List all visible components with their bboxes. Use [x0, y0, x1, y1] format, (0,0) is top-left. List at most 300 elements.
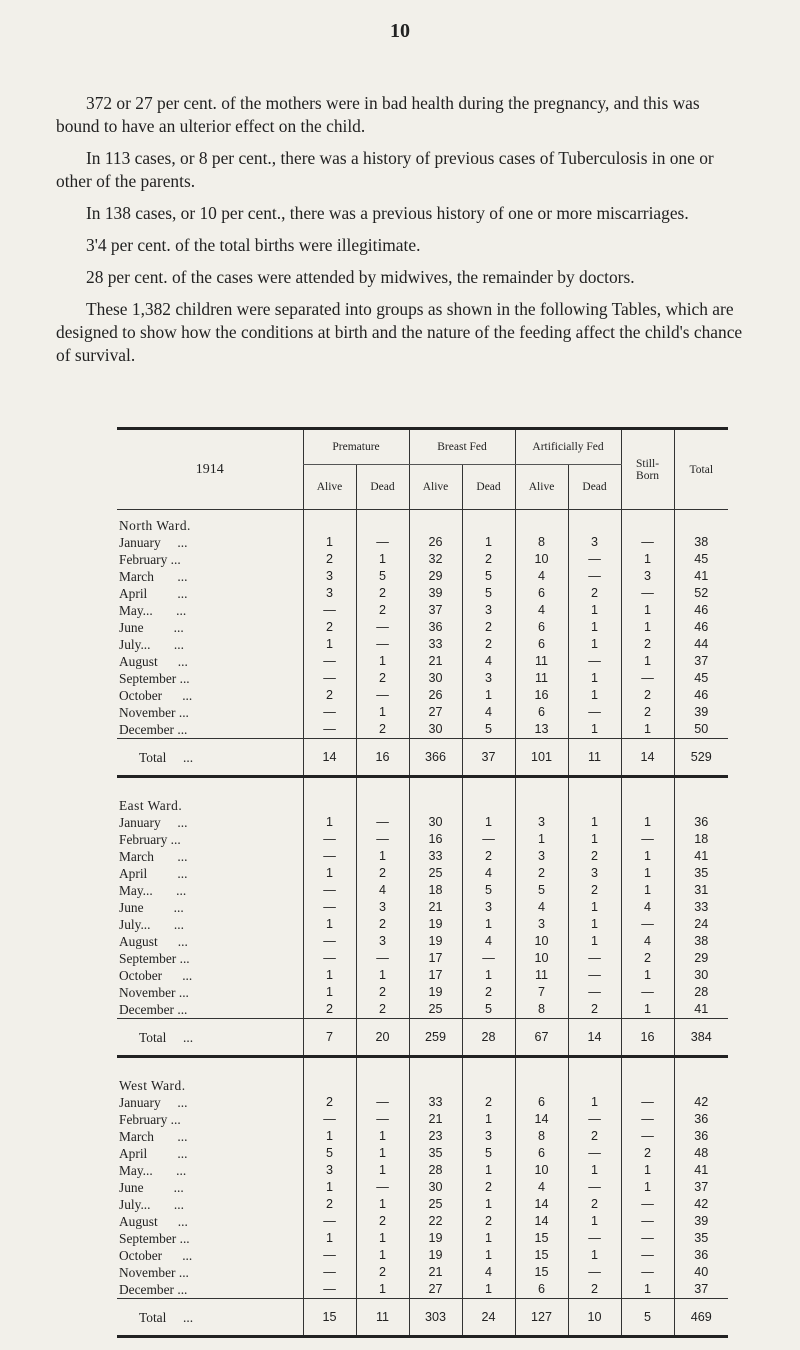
table-cell: 2	[356, 1213, 409, 1230]
table-cell: —	[568, 568, 621, 585]
table-cell: 6	[515, 585, 568, 602]
total-label: Total ...	[117, 739, 303, 777]
table-cell: 2	[356, 721, 409, 739]
premature-header: Premature	[303, 429, 409, 465]
table-cell: 8	[515, 534, 568, 551]
table-cell: 2	[621, 636, 674, 653]
table-cell: 2	[356, 670, 409, 687]
table-cell: 36	[674, 1111, 728, 1128]
table-cell: 40	[674, 1264, 728, 1281]
month-label: December ...	[119, 1002, 188, 1017]
ward-name: North Ward.	[119, 518, 191, 533]
table-cell: 35	[674, 1230, 728, 1247]
table-cell: 17	[409, 967, 462, 984]
empty-cell	[568, 777, 621, 815]
table-cell: 30	[409, 721, 462, 739]
table-cell: 1	[568, 933, 621, 950]
table-cell: 3	[462, 670, 515, 687]
table-cell: —	[303, 1264, 356, 1281]
table-cell: 1	[568, 602, 621, 619]
table-row	[117, 882, 728, 899]
table-cell: 10	[515, 551, 568, 568]
table-cell: 3	[462, 899, 515, 916]
table-cell: 39	[674, 1213, 728, 1230]
table-cell: 1	[568, 1247, 621, 1264]
year-header: 1914	[117, 429, 303, 510]
table-cell: 5	[462, 721, 515, 739]
table-cell: 2	[462, 984, 515, 1001]
table-cell: 2	[462, 848, 515, 865]
table-cell: 6	[515, 1281, 568, 1299]
table-cell: 4	[356, 882, 409, 899]
total-cell: 14	[568, 1019, 621, 1057]
paragraph: In 138 cases, or 10 per cent., there was a previous history of one or more miscarriages.	[86, 203, 689, 223]
table-cell: 3	[568, 865, 621, 882]
table-cell: 6	[515, 704, 568, 721]
table-cell: 3	[303, 1162, 356, 1179]
table-row	[117, 865, 728, 882]
table-cell: 2	[621, 1145, 674, 1162]
table-cell: 1	[621, 967, 674, 984]
table-cell: 5	[462, 585, 515, 602]
month-label: May... ...	[119, 1163, 187, 1178]
table-cell: 2	[462, 1094, 515, 1111]
table-cell: —	[568, 950, 621, 967]
table-cell: 5	[462, 882, 515, 899]
total-row	[117, 739, 728, 777]
table-cell: 1	[356, 1230, 409, 1247]
table-cell: 4	[462, 1264, 515, 1281]
month-label: July... ...	[119, 637, 184, 652]
table-cell: —	[621, 1230, 674, 1247]
table-cell: 8	[515, 1001, 568, 1019]
table-cell: 13	[515, 721, 568, 739]
empty-cell	[674, 510, 728, 535]
table-cell: 10	[515, 1162, 568, 1179]
table-row	[117, 1094, 728, 1111]
table-cell: 1	[621, 1001, 674, 1019]
empty-cell	[674, 777, 728, 815]
total-cell: 7	[303, 1019, 356, 1057]
table-cell: 6	[515, 1094, 568, 1111]
empty-cell	[515, 510, 568, 535]
table-cell: 35	[674, 865, 728, 882]
table-row	[117, 1196, 728, 1213]
table-cell: 6	[515, 619, 568, 636]
table-cell: 52	[674, 585, 728, 602]
table-cell: 37	[409, 602, 462, 619]
table-cell: —	[356, 619, 409, 636]
table-cell: —	[462, 831, 515, 848]
table-cell: 1	[462, 967, 515, 984]
month-label: October ...	[119, 968, 193, 983]
table-cell: —	[356, 534, 409, 551]
table-cell: 5	[462, 1001, 515, 1019]
table-cell: 1	[621, 1281, 674, 1299]
table-cell: 1	[515, 831, 568, 848]
table-cell: 21	[409, 1111, 462, 1128]
table-cell: 1	[303, 636, 356, 653]
table-cell: 2	[621, 950, 674, 967]
empty-cell	[356, 777, 409, 815]
table-cell: 1	[303, 814, 356, 831]
table-cell: 14	[515, 1196, 568, 1213]
table-cell: 41	[674, 848, 728, 865]
month-label: February ...	[119, 1112, 181, 1127]
table-row	[117, 1162, 728, 1179]
table-cell: 1	[303, 916, 356, 933]
month-label: February ...	[119, 832, 181, 847]
table-cell: —	[568, 984, 621, 1001]
month-label: March ...	[119, 849, 188, 864]
month-label: April ...	[119, 1146, 188, 1161]
empty-cell	[409, 1057, 462, 1095]
month-label: September ...	[119, 951, 190, 966]
table-cell: 1	[568, 814, 621, 831]
table-cell: 28	[409, 1162, 462, 1179]
table-cell: 18	[409, 882, 462, 899]
table-cell: 1	[568, 721, 621, 739]
table-cell: 39	[674, 704, 728, 721]
table-cell: 26	[409, 534, 462, 551]
table-cell: 28	[674, 984, 728, 1001]
table-cell: —	[356, 1111, 409, 1128]
table-cell: 1	[621, 814, 674, 831]
table-cell: 2	[303, 1001, 356, 1019]
month-label: July... ...	[119, 917, 184, 932]
table-cell: 2	[568, 1001, 621, 1019]
table-cell: 36	[674, 1247, 728, 1264]
table-cell: 1	[568, 1162, 621, 1179]
table-cell: 1	[303, 1179, 356, 1196]
breast-fed-dead-header: Dead	[462, 465, 515, 510]
table-cell: 1	[356, 1281, 409, 1299]
table-cell: —	[621, 831, 674, 848]
table-cell: 33	[674, 899, 728, 916]
empty-cell	[462, 1057, 515, 1095]
table-cell: 33	[409, 636, 462, 653]
table-cell: —	[303, 848, 356, 865]
table-cell: —	[568, 704, 621, 721]
table-cell: 1	[621, 1179, 674, 1196]
table-cell: 19	[409, 984, 462, 1001]
table-cell: 30	[409, 814, 462, 831]
table-cell: 5	[462, 568, 515, 585]
paragraph: These 1,382 children were separated into groups as shown in the following Tables, which are designed to show how the conditions at birth and the nature of the feeding affect the child's chance of survival.	[56, 299, 743, 365]
table-row	[117, 602, 728, 619]
table-cell: 19	[409, 1247, 462, 1264]
table-cell: 2	[462, 619, 515, 636]
total-cell: 469	[674, 1299, 728, 1337]
table-cell: 1	[568, 636, 621, 653]
table-cell: 1	[356, 848, 409, 865]
empty-cell	[621, 1057, 674, 1095]
table-cell: —	[568, 1145, 621, 1162]
table-row	[117, 568, 728, 585]
month-label: September ...	[119, 1231, 190, 1246]
table-row	[117, 704, 728, 721]
table-cell: —	[568, 551, 621, 568]
table-row	[117, 1111, 728, 1128]
empty-cell	[621, 510, 674, 535]
table-cell: —	[356, 687, 409, 704]
table-cell: 1	[356, 1145, 409, 1162]
table-cell: 37	[674, 1179, 728, 1196]
table-cell: —	[303, 1213, 356, 1230]
table-row	[117, 916, 728, 933]
table-cell: —	[303, 704, 356, 721]
table-cell: —	[303, 899, 356, 916]
table-cell: 24	[674, 916, 728, 933]
table-cell: 2	[356, 1001, 409, 1019]
table-cell: —	[621, 670, 674, 687]
table-cell: 3	[303, 585, 356, 602]
month-label: December ...	[119, 722, 188, 737]
table-cell: 1	[356, 1128, 409, 1145]
table-cell: 3	[515, 848, 568, 865]
table-row	[117, 984, 728, 1001]
table-cell: 3	[356, 899, 409, 916]
table-cell: —	[356, 636, 409, 653]
table-cell: 3	[515, 916, 568, 933]
total-cell: 16	[621, 1019, 674, 1057]
table-cell: 41	[674, 1162, 728, 1179]
table-cell: 2	[462, 636, 515, 653]
table-cell: 36	[674, 814, 728, 831]
table-cell: —	[621, 1094, 674, 1111]
total-cell: 14	[621, 739, 674, 777]
empty-cell	[568, 1057, 621, 1095]
table-cell: —	[621, 1196, 674, 1213]
empty-cell	[356, 1057, 409, 1095]
table-cell: 1	[303, 967, 356, 984]
total-label: Total ...	[117, 1299, 303, 1337]
month-label: August ...	[119, 1214, 188, 1229]
table-cell: 48	[674, 1145, 728, 1162]
table-cell: 3	[356, 933, 409, 950]
table-cell: 1	[568, 1213, 621, 1230]
total-cell: 15	[303, 1299, 356, 1337]
paragraph: 3'4 per cent. of the total births were illegitimate.	[86, 235, 421, 255]
table-cell: 25	[409, 1001, 462, 1019]
empty-cell	[409, 510, 462, 535]
table-cell: 1	[568, 687, 621, 704]
table-cell: 1	[356, 551, 409, 568]
table-row	[117, 831, 728, 848]
table-row	[117, 1281, 728, 1299]
month-label: August ...	[119, 934, 188, 949]
table-cell: 1	[621, 882, 674, 899]
table-cell: 45	[674, 670, 728, 687]
empty-cell	[568, 510, 621, 535]
month-label: January ...	[119, 1095, 188, 1110]
table-cell: 1	[462, 1196, 515, 1213]
table-cell: 1	[621, 551, 674, 568]
table-row	[117, 1128, 728, 1145]
table-cell: 2	[356, 984, 409, 1001]
table-cell: 1	[462, 534, 515, 551]
breast-fed-alive-header: Alive	[409, 465, 462, 510]
table-cell: 30	[674, 967, 728, 984]
month-label: June ...	[119, 620, 184, 635]
table-cell: 2	[621, 687, 674, 704]
empty-cell	[621, 777, 674, 815]
table-cell: 44	[674, 636, 728, 653]
table-cell: 36	[674, 1128, 728, 1145]
table-cell: 29	[409, 568, 462, 585]
table-cell: 2	[462, 1179, 515, 1196]
empty-cell	[462, 777, 515, 815]
total-cell: 14	[303, 739, 356, 777]
table-cell: —	[303, 950, 356, 967]
total-row	[117, 1299, 728, 1337]
empty-cell	[515, 1057, 568, 1095]
paragraph: 372 or 27 per cent. of the mothers were in bad health during the pregnancy, and this was bound to have an ulterior effect on the child.	[56, 93, 700, 136]
table-cell: 4	[462, 933, 515, 950]
ward-section	[117, 510, 728, 777]
table-cell: 5	[303, 1145, 356, 1162]
ward-heading-row	[117, 1057, 728, 1095]
table-cell: 3	[515, 814, 568, 831]
table-cell: —	[356, 831, 409, 848]
table-cell: 4	[621, 899, 674, 916]
table-row	[117, 636, 728, 653]
table-cell: 2	[621, 704, 674, 721]
table-cell: 1	[621, 1162, 674, 1179]
table-cell: 30	[409, 670, 462, 687]
table-cell: 1	[303, 1230, 356, 1247]
month-label: May... ...	[119, 883, 187, 898]
table-cell: —	[303, 1247, 356, 1264]
table-cell: 3	[462, 1128, 515, 1145]
table-cell: —	[621, 1247, 674, 1264]
table-cell: 1	[621, 848, 674, 865]
month-label: October ...	[119, 1248, 193, 1263]
table-cell: —	[568, 967, 621, 984]
month-label: November ...	[119, 705, 189, 720]
empty-cell	[674, 1057, 728, 1095]
table-cell: 41	[674, 1001, 728, 1019]
table-cell: 2	[462, 1213, 515, 1230]
table-cell: 4	[515, 1179, 568, 1196]
table-row	[117, 899, 728, 916]
table-cell: 2	[568, 1196, 621, 1213]
table-cell: 1	[568, 619, 621, 636]
table-cell: 2	[303, 551, 356, 568]
table-cell: 16	[409, 831, 462, 848]
table-cell: —	[568, 1111, 621, 1128]
table-cell: 4	[515, 602, 568, 619]
table-row	[117, 619, 728, 636]
table-cell: 2	[568, 585, 621, 602]
table-cell: 33	[409, 848, 462, 865]
ward-section	[117, 1057, 728, 1337]
empty-cell	[356, 510, 409, 535]
table-cell: 35	[409, 1145, 462, 1162]
empty-cell	[303, 1057, 356, 1095]
table-cell: 5	[462, 1145, 515, 1162]
table-row	[117, 534, 728, 551]
table-cell: 46	[674, 687, 728, 704]
table-cell: 2	[356, 865, 409, 882]
table-cell: —	[621, 916, 674, 933]
total-cell: 16	[356, 739, 409, 777]
table-cell: 1	[462, 1162, 515, 1179]
table-cell: 10	[515, 933, 568, 950]
total-cell: 384	[674, 1019, 728, 1057]
table-row	[117, 1264, 728, 1281]
table-cell: 1	[462, 687, 515, 704]
table-cell: —	[303, 831, 356, 848]
total-cell: 11	[568, 739, 621, 777]
table-cell: 18	[674, 831, 728, 848]
breast-fed-header: Breast Fed	[409, 429, 515, 465]
table-cell: 15	[515, 1264, 568, 1281]
page-number: 10	[390, 20, 410, 42]
births-table	[117, 427, 728, 1338]
ward-name: East Ward.	[119, 798, 183, 813]
table-cell: 2	[303, 687, 356, 704]
table-cell: 11	[515, 653, 568, 670]
table-cell: 42	[674, 1196, 728, 1213]
table-cell: 26	[409, 687, 462, 704]
total-cell: 127	[515, 1299, 568, 1337]
table-cell: 1	[568, 899, 621, 916]
total-cell: 101	[515, 739, 568, 777]
table-cell: —	[303, 653, 356, 670]
ward-heading-row	[117, 777, 728, 815]
premature-dead-header: Dead	[356, 465, 409, 510]
table-cell: —	[303, 933, 356, 950]
table-cell: 1	[568, 831, 621, 848]
table-cell: 45	[674, 551, 728, 568]
table-cell: 2	[303, 1196, 356, 1213]
table-cell: 7	[515, 984, 568, 1001]
table-cell: —	[356, 1179, 409, 1196]
table-cell: 1	[621, 619, 674, 636]
table-cell: 23	[409, 1128, 462, 1145]
total-cell: 24	[462, 1299, 515, 1337]
table-cell: —	[621, 984, 674, 1001]
table-cell: 14	[515, 1111, 568, 1128]
total-header: Total	[674, 429, 728, 510]
table-row	[117, 1179, 728, 1196]
total-cell: 366	[409, 739, 462, 777]
table-cell: 17	[409, 950, 462, 967]
table-cell: 1	[621, 721, 674, 739]
artificially-fed-header: Artificially Fed	[515, 429, 621, 465]
table-cell: —	[621, 1111, 674, 1128]
table-cell: 4	[621, 933, 674, 950]
table-cell: 1	[462, 1230, 515, 1247]
table-cell: —	[621, 1128, 674, 1145]
table-cell: 1	[621, 602, 674, 619]
table-cell: 2	[303, 619, 356, 636]
table-cell: —	[621, 1264, 674, 1281]
month-label: February ...	[119, 552, 181, 567]
table-cell: —	[568, 1230, 621, 1247]
table-cell: —	[621, 585, 674, 602]
table-cell: 3	[621, 568, 674, 585]
table-cell: 3	[568, 534, 621, 551]
table-cell: 1	[356, 967, 409, 984]
table-cell: 29	[674, 950, 728, 967]
table-cell: 22	[409, 1213, 462, 1230]
table-cell: 21	[409, 899, 462, 916]
table-cell: 42	[674, 1094, 728, 1111]
table-cell: 19	[409, 933, 462, 950]
table-cell: 1	[462, 1247, 515, 1264]
